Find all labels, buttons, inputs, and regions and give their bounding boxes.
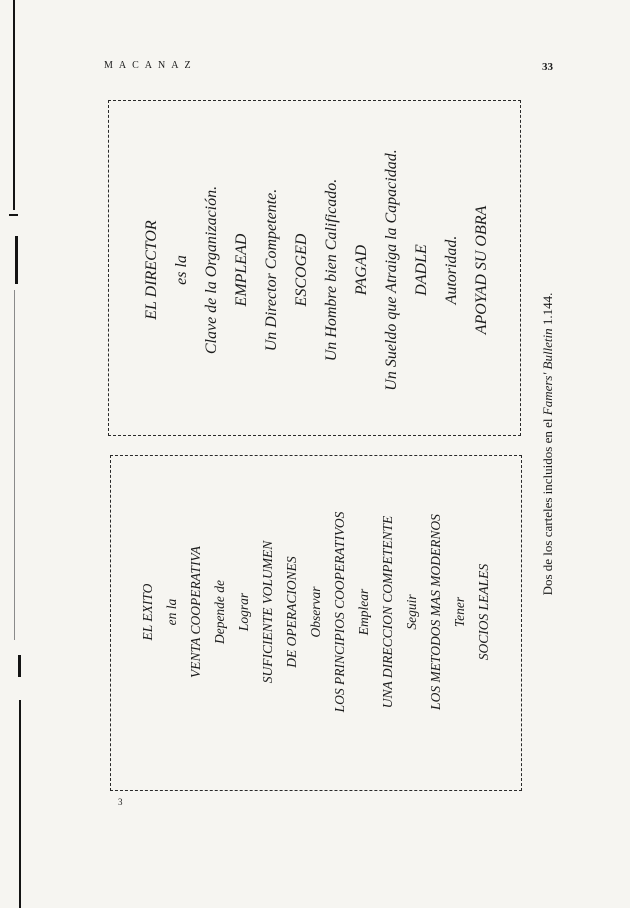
poster-text-exito <box>136 452 496 772</box>
poster-line: LOS PRINCIPIOS COOPERATIVOS <box>332 511 347 713</box>
poster-text-director <box>137 110 497 430</box>
poster-line: Un Director Competente. <box>263 188 280 352</box>
figure-caption <box>539 244 557 644</box>
poster-line: Un Sueldo que Atraiga la Capacidad. <box>383 149 400 391</box>
poster-line: en la <box>164 598 179 626</box>
poster-line: ESCOGED <box>293 233 310 307</box>
poster-line: DE OPERACIONES <box>284 556 299 668</box>
poster-line: Tener <box>452 596 467 628</box>
poster-line: es la <box>173 255 190 285</box>
poster-line: Autoridad. <box>443 235 460 305</box>
scan-edge-line <box>15 236 18 284</box>
scan-edge-mark <box>18 655 21 677</box>
signature-mark: 3 <box>118 797 123 807</box>
poster-line: Depende de <box>212 579 227 645</box>
page-number: 33 <box>542 61 553 73</box>
poster-line: UNA DIRECCION COMPETENTE <box>380 515 395 709</box>
poster-line: SUFICIENTE VOLUMEN <box>260 540 275 684</box>
running-title: MACANAZ <box>104 60 197 71</box>
poster-line: EMPLEAD <box>233 233 250 307</box>
poster-line: SOCIOS LEALES <box>476 563 491 661</box>
poster-line: EL DIRECTOR <box>143 220 160 320</box>
poster-line: DADLE <box>413 244 430 296</box>
poster-line: Lograr <box>236 592 251 632</box>
caption-number: 1.144. <box>540 292 555 326</box>
poster-line: EL EXITO <box>140 583 155 641</box>
caption-publication-title: Famers' Bulletin <box>540 328 555 416</box>
poster-line: LOS METODOS MAS MODERNOS <box>428 514 443 710</box>
caption-text: Dos de los carteles incluidos en el <box>540 418 555 596</box>
scan-edge-line <box>13 0 15 210</box>
scan-edge-tick <box>9 214 18 216</box>
poster-line: Un Hombre bien Calificado. <box>323 178 340 362</box>
poster-line: Emplear <box>356 588 371 636</box>
poster-line: PAGAD <box>353 244 370 296</box>
scan-edge-line <box>14 290 15 640</box>
poster-line: VENTA COOPERATIVA <box>188 546 203 678</box>
scan-edge-line <box>19 700 21 908</box>
poster-line: Clave de la Organización. <box>203 185 220 355</box>
poster-line: APOYAD SU OBRA <box>473 205 490 335</box>
poster-line: Seguir <box>404 594 419 630</box>
poster-line: Observar <box>308 586 323 638</box>
